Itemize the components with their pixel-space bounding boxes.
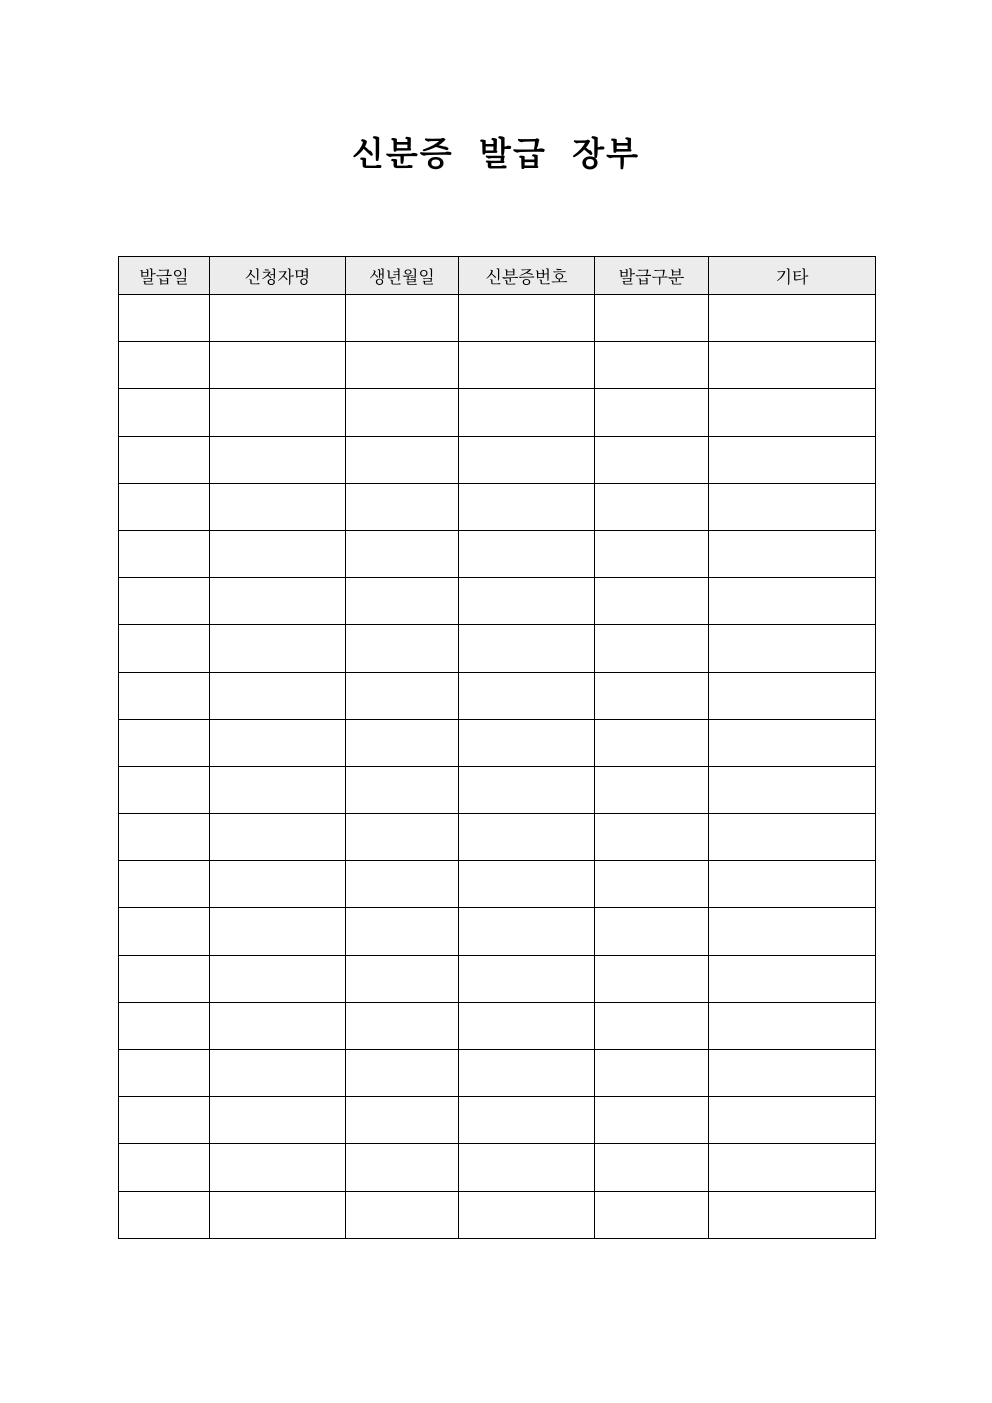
table-row [119, 955, 876, 1002]
cell-id-number[interactable] [459, 1144, 595, 1191]
header-row [119, 257, 876, 295]
cell-birth-date[interactable] [346, 483, 459, 530]
table-row [119, 672, 876, 719]
cell-applicant-name[interactable] [210, 625, 346, 672]
cell-issue-date[interactable] [119, 908, 210, 955]
cell-issue-date[interactable] [119, 625, 210, 672]
cell-other[interactable] [709, 1050, 876, 1097]
cell-id-number[interactable] [459, 1097, 595, 1144]
table-row [119, 483, 876, 530]
table-row [119, 342, 876, 389]
cell-issue-type[interactable] [595, 436, 709, 483]
cell-issue-date[interactable] [119, 1144, 210, 1191]
cell-issue-date[interactable] [119, 483, 210, 530]
cell-birth-date[interactable] [346, 814, 459, 861]
cell-issue-date[interactable] [119, 1191, 210, 1238]
column-header-issue-type: 발급구분 [595, 257, 709, 295]
cell-id-number[interactable] [459, 719, 595, 766]
cell-id-number[interactable] [459, 530, 595, 577]
cell-issue-type[interactable] [595, 530, 709, 577]
cell-issue-date[interactable] [119, 672, 210, 719]
cell-applicant-name[interactable] [210, 1191, 346, 1238]
cell-issue-date[interactable] [119, 1050, 210, 1097]
cell-other[interactable] [709, 814, 876, 861]
column-header-birth-date: 생년월일 [346, 257, 459, 295]
ledger-body [119, 295, 876, 1239]
cell-issue-date[interactable] [119, 1002, 210, 1049]
cell-other[interactable] [709, 436, 876, 483]
cell-id-number[interactable] [459, 1191, 595, 1238]
cell-other[interactable] [709, 342, 876, 389]
cell-birth-date[interactable] [346, 625, 459, 672]
cell-issue-date[interactable] [119, 861, 210, 908]
cell-applicant-name[interactable] [210, 483, 346, 530]
cell-other[interactable] [709, 1097, 876, 1144]
table-row [119, 861, 876, 908]
cell-issue-type[interactable] [595, 955, 709, 1002]
cell-issue-date[interactable] [119, 814, 210, 861]
cell-birth-date[interactable] [346, 578, 459, 625]
cell-id-number[interactable] [459, 1050, 595, 1097]
table-row [119, 1050, 876, 1097]
table-row [119, 908, 876, 955]
cell-other[interactable] [709, 672, 876, 719]
column-header-id-number: 신분증번호 [459, 257, 595, 295]
cell-other[interactable] [709, 389, 876, 436]
cell-birth-date[interactable] [346, 436, 459, 483]
cell-birth-date[interactable] [346, 719, 459, 766]
cell-applicant-name[interactable] [210, 719, 346, 766]
cell-id-number[interactable] [459, 955, 595, 1002]
cell-id-number[interactable] [459, 436, 595, 483]
cell-other[interactable] [709, 625, 876, 672]
table-row [119, 436, 876, 483]
table-row [119, 1097, 876, 1144]
table-row [119, 766, 876, 813]
cell-birth-date[interactable] [346, 766, 459, 813]
cell-id-number[interactable] [459, 483, 595, 530]
cell-issue-type[interactable] [595, 1144, 709, 1191]
cell-other[interactable] [709, 530, 876, 577]
cell-issue-date[interactable] [119, 530, 210, 577]
cell-birth-date[interactable] [346, 861, 459, 908]
cell-id-number[interactable] [459, 342, 595, 389]
table-row [119, 1002, 876, 1049]
table-row [119, 814, 876, 861]
cell-applicant-name[interactable] [210, 1002, 346, 1049]
cell-issue-type[interactable] [595, 1050, 709, 1097]
cell-id-number[interactable] [459, 814, 595, 861]
cell-other[interactable] [709, 766, 876, 813]
cell-other[interactable] [709, 908, 876, 955]
cell-issue-date[interactable] [119, 295, 210, 342]
cell-birth-date[interactable] [346, 1097, 459, 1144]
cell-applicant-name[interactable] [210, 766, 346, 813]
cell-other[interactable] [709, 861, 876, 908]
cell-issue-date[interactable] [119, 436, 210, 483]
cell-birth-date[interactable] [346, 1050, 459, 1097]
table-row [119, 719, 876, 766]
cell-applicant-name[interactable] [210, 672, 346, 719]
cell-issue-type[interactable] [595, 719, 709, 766]
cell-other[interactable] [709, 1002, 876, 1049]
cell-applicant-name[interactable] [210, 530, 346, 577]
cell-id-number[interactable] [459, 295, 595, 342]
cell-birth-date[interactable] [346, 389, 459, 436]
cell-issue-type[interactable] [595, 1002, 709, 1049]
cell-applicant-name[interactable] [210, 436, 346, 483]
cell-issue-date[interactable] [119, 389, 210, 436]
cell-issue-type[interactable] [595, 625, 709, 672]
cell-applicant-name[interactable] [210, 1097, 346, 1144]
cell-applicant-name[interactable] [210, 955, 346, 1002]
cell-other[interactable] [709, 955, 876, 1002]
cell-birth-date[interactable] [346, 672, 459, 719]
cell-other[interactable] [709, 1144, 876, 1191]
cell-issue-type[interactable] [595, 295, 709, 342]
column-header-applicant-name: 신청자명 [210, 257, 346, 295]
column-header-issue-date: 발급일 [119, 257, 210, 295]
cell-issue-date[interactable] [119, 766, 210, 813]
cell-birth-date[interactable] [346, 342, 459, 389]
cell-issue-type[interactable] [595, 814, 709, 861]
cell-birth-date[interactable] [346, 955, 459, 1002]
cell-issue-type[interactable] [595, 1097, 709, 1144]
cell-other[interactable] [709, 295, 876, 342]
table-row [119, 389, 876, 436]
cell-id-number[interactable] [459, 672, 595, 719]
cell-applicant-name[interactable] [210, 1050, 346, 1097]
cell-other[interactable] [709, 719, 876, 766]
table-row [119, 625, 876, 672]
cell-other[interactable] [709, 578, 876, 625]
cell-issue-type[interactable] [595, 389, 709, 436]
cell-birth-date[interactable] [346, 295, 459, 342]
issuance-ledger-table [118, 256, 876, 1239]
cell-issue-date[interactable] [119, 1097, 210, 1144]
column-header-other: 기타 [709, 257, 876, 295]
cell-issue-type[interactable] [595, 672, 709, 719]
cell-id-number[interactable] [459, 861, 595, 908]
cell-id-number[interactable] [459, 389, 595, 436]
page-title: 신분증 발급 장부 [351, 134, 641, 173]
cell-id-number[interactable] [459, 766, 595, 813]
cell-issue-type[interactable] [595, 578, 709, 625]
cell-issue-type[interactable] [595, 483, 709, 530]
cell-issue-date[interactable] [119, 578, 210, 625]
cell-id-number[interactable] [459, 625, 595, 672]
cell-issue-date[interactable] [119, 955, 210, 1002]
cell-other[interactable] [709, 483, 876, 530]
cell-issue-type[interactable] [595, 766, 709, 813]
cell-applicant-name[interactable] [210, 295, 346, 342]
cell-issue-type[interactable] [595, 1191, 709, 1238]
cell-applicant-name[interactable] [210, 814, 346, 861]
cell-applicant-name[interactable] [210, 578, 346, 625]
cell-applicant-name[interactable] [210, 389, 346, 436]
cell-issue-type[interactable] [595, 342, 709, 389]
table-row [119, 1144, 876, 1191]
cell-birth-date[interactable] [346, 1002, 459, 1049]
table-row [119, 530, 876, 577]
table-row [119, 295, 876, 342]
cell-birth-date[interactable] [346, 908, 459, 955]
table-row [119, 1191, 876, 1238]
cell-id-number[interactable] [459, 1002, 595, 1049]
cell-applicant-name[interactable] [210, 908, 346, 955]
cell-issue-date[interactable] [119, 342, 210, 389]
cell-birth-date[interactable] [346, 530, 459, 577]
cell-birth-date[interactable] [346, 1144, 459, 1191]
cell-issue-date[interactable] [119, 719, 210, 766]
cell-applicant-name[interactable] [210, 861, 346, 908]
cell-other[interactable] [709, 1191, 876, 1238]
cell-issue-type[interactable] [595, 908, 709, 955]
cell-issue-type[interactable] [595, 861, 709, 908]
cell-applicant-name[interactable] [210, 342, 346, 389]
cell-id-number[interactable] [459, 578, 595, 625]
cell-id-number[interactable] [459, 908, 595, 955]
table-row [119, 578, 876, 625]
cell-birth-date[interactable] [346, 1191, 459, 1238]
cell-applicant-name[interactable] [210, 1144, 346, 1191]
